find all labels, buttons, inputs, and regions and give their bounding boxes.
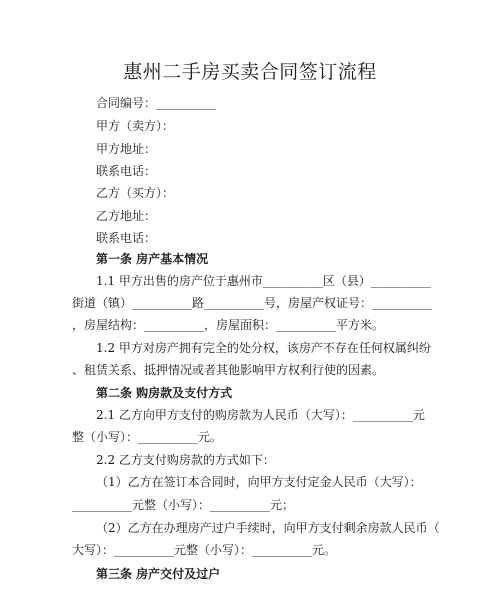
- article-2-2-item-2-line-2: 大写）：__________元整（小写）：__________元。: [72, 543, 337, 557]
- article-1-1-line-1: 1.1 甲方出售的房产位于惠州市__________区（县）__________: [96, 274, 431, 288]
- party-b-address-field: 乙方地址：: [96, 209, 157, 223]
- article-2-2-line-1: 2.2 乙方支付购房款的方式如下：: [96, 453, 275, 467]
- article-2-2-item-1-line-2: __________元整（小写）：__________元；: [72, 498, 295, 512]
- article-3-heading: 第三条 房产交付及过户: [96, 567, 221, 581]
- document-title: 惠州二手房买卖合同签订流程: [123, 61, 377, 83]
- article-2-heading: 第二条 购房款及支付方式: [96, 386, 233, 400]
- contract-number-field: 合同编号：__________: [96, 96, 217, 110]
- article-2-1-line-2: 整（小写）：__________元。: [72, 430, 223, 444]
- article-2-2-item-1-line-1: （1）乙方在签订本合同时，向甲方支付定金人民币（大写）：: [96, 475, 422, 489]
- article-2-1-line-1: 2.1 乙方向甲方支付的购房款为人民币（大写）：__________元: [96, 408, 425, 422]
- article-1-2-line-1: 1.2 甲方对房产拥有完全的处分权，该房产不存在任何权属纠纷: [96, 341, 431, 355]
- party-a-field: 甲方（卖方）：: [96, 119, 175, 133]
- article-2-2-item-2-line-1: （2）乙方在办理房产过户手续时，向甲方支付剩余房款人民币（: [96, 521, 440, 535]
- party-a-address-field: 甲方地址：: [96, 142, 157, 156]
- article-1-1-line-3: ，房屋结构：__________，房屋面积：__________平方米。: [72, 318, 385, 332]
- party-b-phone-field: 联系电话：: [96, 231, 157, 245]
- article-1-1-line-2: 街道（镇）__________路__________号，房屋产权证号：__________: [72, 296, 433, 310]
- party-a-phone-field: 联系电话：: [96, 164, 157, 178]
- party-b-field: 乙方（买方）：: [96, 186, 175, 200]
- article-1-heading: 第一条 房产基本情况: [96, 252, 209, 266]
- article-1-2-line-2: 、租赁关系、抵押情况或者其他影响甲方权利行使的因素。: [72, 363, 385, 377]
